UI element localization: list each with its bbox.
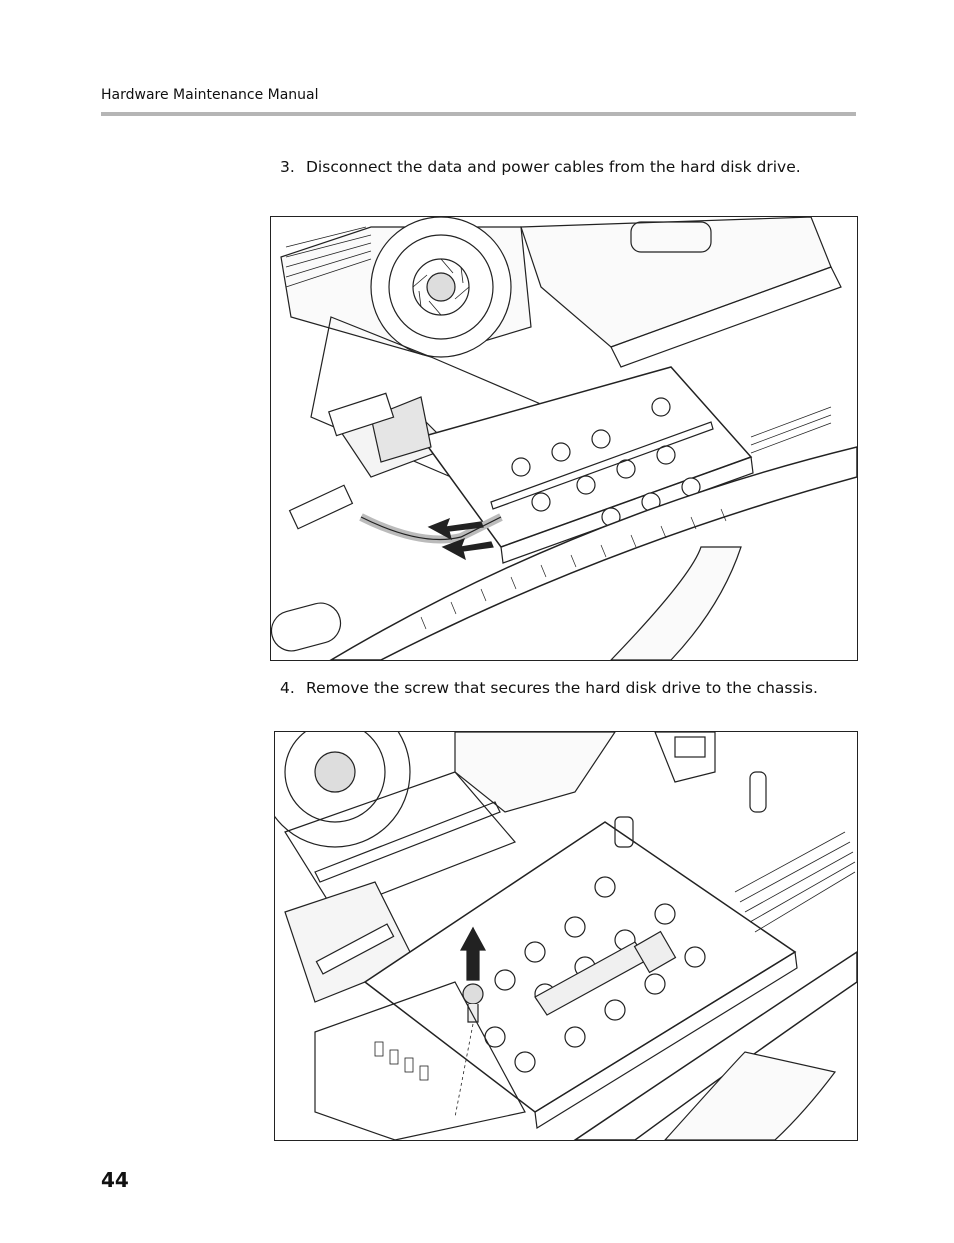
running-header: Hardware Maintenance Manual <box>101 87 319 103</box>
step-3 <box>280 158 801 176</box>
illustration-remove-screw <box>275 732 857 1140</box>
step-3-number: 3. <box>280 158 295 176</box>
step-4-number: 4. <box>280 679 295 697</box>
illustration-disconnect-cables <box>271 217 857 660</box>
step-4-text: Remove the screw that secures the hard disk drive to the chassis. <box>306 679 818 697</box>
page-number: 44 <box>101 1168 129 1192</box>
figure-remove-screw <box>274 731 858 1141</box>
step-3-text: Disconnect the data and power cables from the hard disk drive. <box>306 158 801 176</box>
figure-disconnect-cables <box>270 216 858 661</box>
step-4 <box>280 679 818 697</box>
header-rule <box>101 112 856 116</box>
